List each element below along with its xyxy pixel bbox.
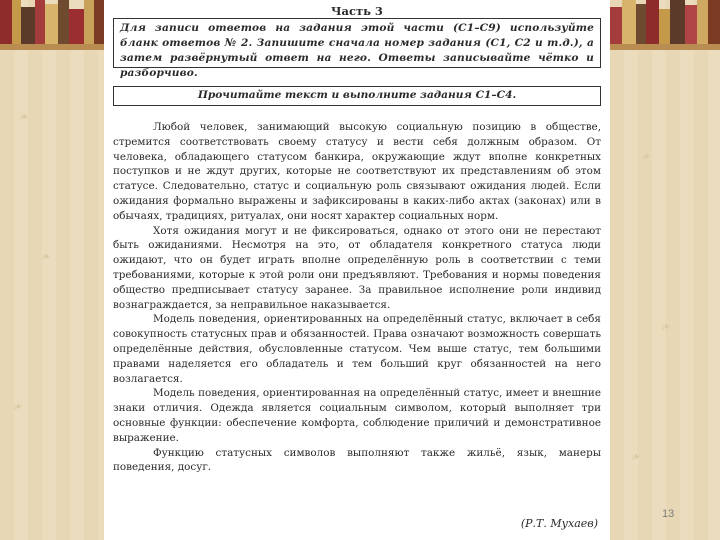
slide-page-number: 13 (662, 508, 675, 520)
watermark-mark: ❧ (657, 318, 673, 336)
shelf-right (610, 44, 720, 50)
author-attribution: (Р.Т. Мухаев) (520, 517, 598, 530)
watermark-mark: ❧ (637, 148, 653, 166)
reading-text (113, 120, 601, 475)
scanned-page (104, 0, 610, 540)
slide-background-right (610, 0, 720, 540)
bookshelf-left (0, 0, 104, 44)
shelf-left (0, 44, 104, 50)
paragraph: Модель поведения, ориентированных на определённый статус, включает в себя совокупность статусных прав и обязанностей. Права означают возможность совершать определённые действия, обусловленные статусом. Чем выше статус, тем большими правами наделяется его обладатель и тем больший круг обязанностей на него возлагается. (113, 313, 601, 385)
task-prompt-box: Прочитайте текст и выполните задания С1–С4. (113, 86, 601, 106)
instructions-box: Для записи ответов на задания этой части (С1–С9) используйте бланк ответов № 2. Запишите сначала номер задания (С1, С2 и т.д.), а затем развёрнутый ответ на него. Ответы записывайте чётко и разборчиво. (113, 18, 601, 68)
slide-background-left (0, 0, 104, 540)
paragraph: Любой человек, занимающий высокую социальную позицию в обществе, стремится соответствовать своему статусу и вести себя должным образом. От человека, обладающего статусом банкира, окружающие ждут вполне конкретных поступков и не ждут других, которые не соответствуют их представлениям об этом статусе. Следовательно, статус и социальную роль связывают ожидания людей. Если ожидания формально выражены и зафиксированы в каких-либо актах (законах) или в обычаях, традициях, ритуалах, они носят характер социальных норм. (113, 121, 601, 222)
paragraph: Функцию статусных символов выполняют также жильё, язык, манеры поведения, досуг. (113, 446, 601, 474)
paragraph: Хотя ожидания могут и не фиксироваться, однако от этого они не перестают быть ожиданиями. Несмотря на это, от обладателя конкретного статуса люди ожидают, что он будет играть вполне определённую роль в соответствии с теми требованиями, которые к этой роли они предъявляют. Требования и нормы поведения общество предписывает статусу заранее. За правильное исполнение роли индивид вознаграждается, за неправильное наказывается. (113, 224, 601, 311)
watermark-mark: ❧ (9, 398, 25, 416)
watermark-mark: ❧ (627, 448, 643, 466)
watermark-mark: ❧ (37, 248, 53, 266)
paragraph: Модель поведения, ориентированная на определённый статус, имеет и внешние знаки отличия. Одежда является социальным символом, который выполняет три основные функции: обеспечение комфорта, соблюдение приличий и демонстративное выражение. (113, 387, 601, 444)
watermark-mark: ❧ (15, 108, 31, 126)
part-title: Часть 3 (331, 4, 383, 18)
bookshelf-right (610, 0, 720, 44)
